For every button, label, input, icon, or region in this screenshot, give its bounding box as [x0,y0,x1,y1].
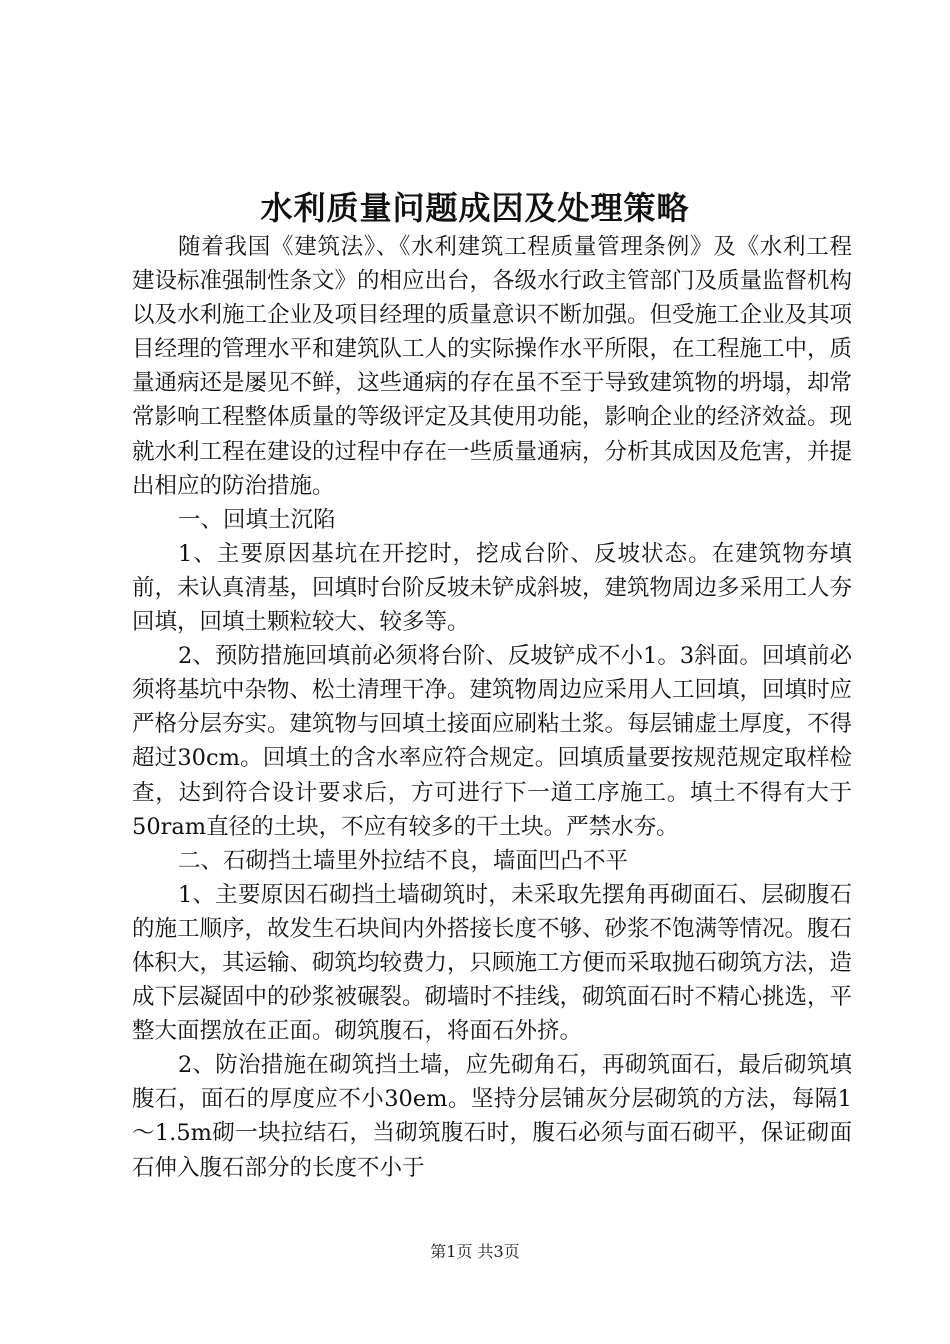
document-body [132,230,852,1185]
section-1-cause-paragraph: 1、主要原因基坑在开挖时，挖成台阶、反坡状态。在建筑物夯填前，未认真清基，回填时台阶反坡未铲成斜坡，建筑物周边多采用工人夯回填，回填土颗粒较大、较多等。 [132,540,853,636]
section-2-cause-paragraph: 1、主要原因石砌挡土墙砌筑时，未采取先摆角再砌面石、层砌腹石的施工顺序，故发生石块间内外搭接长度不够、砂浆不饱满等情况。腹石体积大，其运输、砌筑均较费力，只顾施工方便而采取抛石砌筑方法，造成下层凝固中的砂浆被碾裂。砌墙时不挂线，砌筑面石时不精心挑选，平整大面摆放在正面。砌筑腹石，将面石外挤。 [132,881,853,1045]
intro-paragraph: 随着我国《建筑法》、《水利建筑工程质量管理条例》及《水利工程建设标准强制性条文》的相应出台，各级水行政主管部门及质量监督机构以及水利施工企业及项目经理的质量意识不断加强。但受施工企业及其项目经理的管理水平和建筑队工人的实际操作水平所限，在工程施工中，质量通病还是屡见不鲜，这些通病的存在虽不至于导致建筑物的坍塌，却常常影响工程整体质量的等级评定及其使用功能，影响企业的经济效益。现就水利工程在建设的过程中存在一些质量通病，分析其成因及危害，并提出相应的防治措施。 [132,234,853,499]
document-title: 水利质量问题成因及处理策略 [260,189,690,227]
section-1-prevention-paragraph: 2、预防措施回填前必须将台阶、反坡铲成不小1。3斜面。回填前必须将基坑中杂物、松土清理干净。建筑物周边应采用人工回填，回填时应严格分层夯实。建筑物与回填土接面应刷粘土浆。每层铺虚土厚度，不得超过30cm。回填土的含水率应符合规定。回填质量要按规范规定取样检查，达到符合设计要求后，方可进行下一道工序施工。填土不得有大于50ram直径的土块，不应有较多的干土块。严禁水夯。 [132,643,853,840]
section-heading-2: 二、石砌挡土墙里外拉结不良，墙面凹凸不平 [178,847,629,874]
page-number-footer: 第1页 共3页 [430,1242,520,1261]
section-2-prevention-paragraph: 2、防治措施在砌筑挡土墙，应先砌角石，再砌筑面石，最后砌筑填腹石，面石的厚度应不小30em。坚持分层铺灰分层砌筑的方法，每隔1～1.5m砌一块拉结石，当砌筑腹石时，腹石必须与面石砌平，保证砌面石伸入腹石部分的长度不小于 [132,1052,852,1181]
section-heading-1: 一、回填土沉陷 [178,506,336,533]
